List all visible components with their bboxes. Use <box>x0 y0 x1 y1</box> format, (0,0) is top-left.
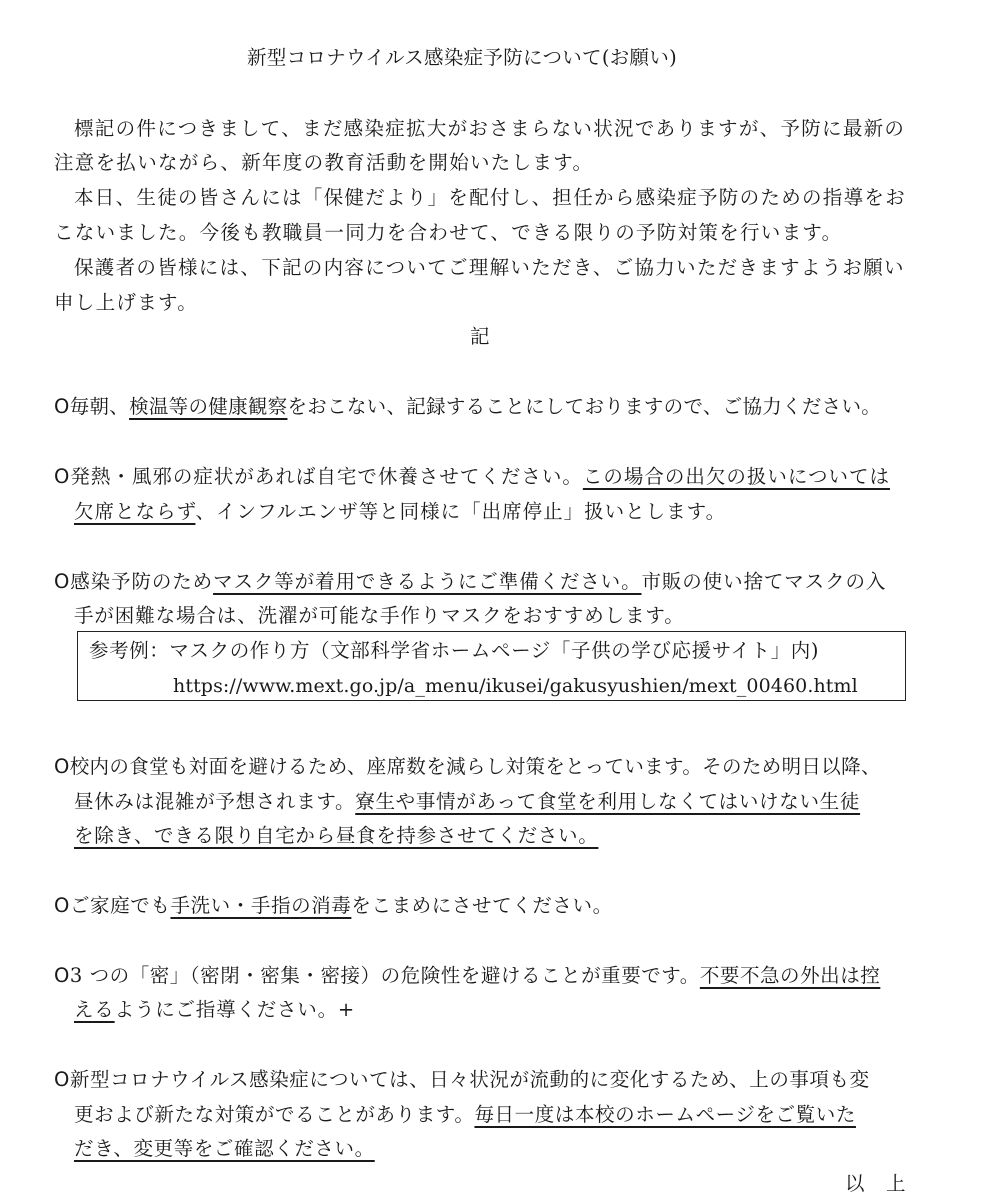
bullet-text: 校内の食堂も対面を避けるため、座席数を減らし対策をとっています。そのため明日以降、 <box>69 755 881 778</box>
bullet-text: ご家庭でも <box>69 894 171 917</box>
intro-line-3: 本日、生徒の皆さんには「保健だより」を配付し、担任から感染症予防のための指導をお <box>74 186 907 209</box>
underlined-text: この場合の出欠の扱いについては <box>582 465 890 488</box>
bullet-item-mask-line-2: 手が困難な場合は、洗濯が可能な手作りマスクをおすすめします。 <box>74 604 685 627</box>
bullet-mark: O <box>54 395 70 418</box>
bullet-item-cafeteria-line-1 <box>54 757 881 777</box>
bullet-text: 、インフルエンザ等と同様に「出席停止」扱いとします。 <box>195 500 727 523</box>
bullet-item-fever-line-2 <box>74 502 726 522</box>
underlined-text: だき、変更等をご確認ください。 <box>74 1137 375 1160</box>
reference-label: 参考例：マスクの作り方（文部科学省ホームページ「子供の学び応援サイト」内) <box>89 639 820 662</box>
underlined-text: マスク等が着用できるようにご準備ください。 <box>213 570 642 593</box>
bullet-item-updates-line-1 <box>54 1070 870 1090</box>
intro-line-2: 注意を払いながら、新年度の教育活動を開始いたします。 <box>54 151 594 174</box>
bullet-text: 市販の使い捨てマスクの入 <box>641 570 887 593</box>
bullet-text: をこまめにさせてください。 <box>351 894 613 917</box>
intro-line-1: 標記の件につきまして、まだ感染症拡大がおさまらない状況でありますが、予防に最新の <box>74 117 906 140</box>
bullet-item-updates-line-3 <box>74 1139 375 1159</box>
bullet-text: 更および新たな対策がでることがあります。 <box>74 1103 475 1126</box>
intro-line-6: 申し上げます。 <box>54 291 199 314</box>
bullet-text: 3 つの「密」（密閉・密集・密接）の危険性を避けることが重要です。 <box>69 964 700 987</box>
intro-line-5: 保護者の皆様には、下記の内容についてご理解いただき、ご協力いただきますようお願い <box>74 256 905 279</box>
underlined-text: 手洗い・手指の消毒 <box>170 894 352 917</box>
bullet-text: 新型コロナウイルス感染症については、日々状況が流動的に変化するため、上の事項も変 <box>69 1068 870 1091</box>
bullet-item-cafeteria-line-2 <box>74 792 860 812</box>
bullet-item-three-cs-line-1 <box>54 966 880 986</box>
intro-line-4: こないました。今後も教職員一同力を合わせて、できる限りの予防対策を行います。 <box>54 221 843 244</box>
bullet-mark: O <box>54 894 70 917</box>
bullet-item-updates-line-2 <box>74 1105 856 1125</box>
ki-heading: 記 <box>470 325 491 348</box>
bullet-text: をおこない、記録することにしておりますので、ご協力ください。 <box>287 395 882 418</box>
bullet-mark: O <box>54 1068 70 1091</box>
bullet-item-handwash <box>54 896 613 916</box>
bullet-mark: O <box>54 570 71 593</box>
underlined-text: 寮生や事情があって食堂を利用しなくてはいけない生徒 <box>355 790 861 813</box>
bullet-text: 発熱・風邪の症状があれば自宅で休養させてください。 <box>70 465 583 488</box>
bullet-item-temperature <box>54 397 881 417</box>
bullet-text: ようにご指導ください。+ <box>114 998 356 1021</box>
bullet-item-three-cs-line-2 <box>74 1000 355 1020</box>
reference-url[interactable]: https://www.mext.go.jp/a_menu/ikusei/gakusyushien/mext_00460.html <box>173 675 858 697</box>
underlined-text: 不要不急の外出は控 <box>699 964 881 987</box>
bullet-mark: O <box>54 964 70 987</box>
closing-text: 以 上 <box>845 1172 907 1195</box>
bullet-item-mask-line-1 <box>54 572 886 592</box>
underlined-text: 毎日一度は本校のホームページをご覧いた <box>474 1103 856 1126</box>
bullet-text: 昼休みは混雑が予想されます。 <box>74 790 356 813</box>
underlined-text: 検温等の健康観察 <box>129 395 288 418</box>
underlined-text: を除き、できる限り自宅から昼食を持参させてください。 <box>74 824 599 847</box>
bullet-item-fever-line-1 <box>54 467 890 487</box>
bullet-text: 感染予防のため <box>70 570 214 593</box>
underlined-text: える <box>74 998 115 1021</box>
bullet-item-cafeteria-line-3 <box>74 826 598 846</box>
bullet-mark: O <box>54 465 71 488</box>
bullet-mark: O <box>54 755 70 778</box>
bullet-text: 毎朝、 <box>69 395 130 418</box>
document-title: 新型コロナウイルス感染症予防について(お願い) <box>247 46 678 69</box>
underlined-text: 欠席とならず <box>74 500 196 523</box>
